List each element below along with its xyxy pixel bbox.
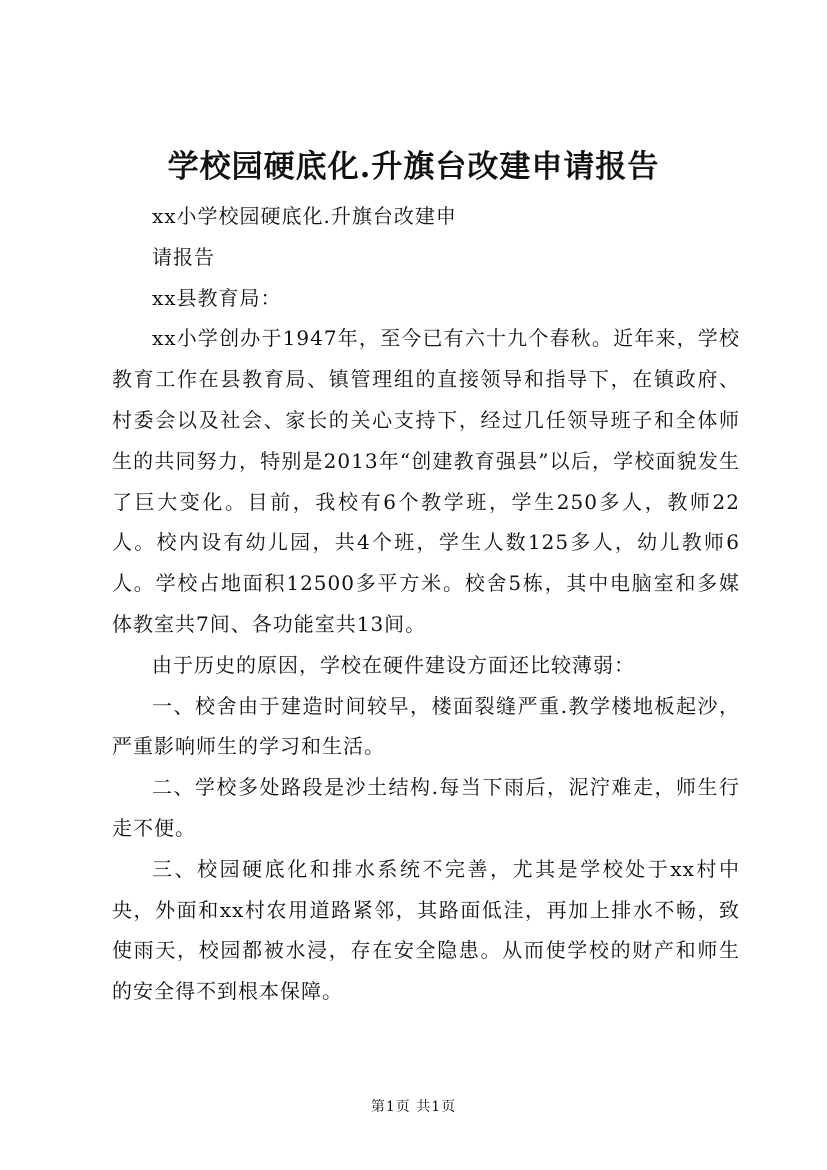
paragraph-point-one: 一、校舍由于建造时间较早，楼面裂缝严重.教学楼地板起沙，严重影响师生的学习和生活。 (112, 693, 740, 759)
paragraph-point-two: 二、学校多处路段是沙土结构.每当下雨后，泥泞难走，师生行走不便。 (112, 775, 740, 840)
paragraph-weakness-intro: 由于历史的原因，学校在硬件建设方面还比较薄弱： (152, 652, 635, 677)
document-title: 学校园硬底化.升旗台改建申请报告 (167, 149, 660, 185)
page-number-footer: 第1页 共1页 (370, 1099, 457, 1115)
paragraph-subject-line-2: 请报告 (152, 244, 215, 269)
document-body (112, 196, 740, 1012)
paragraph-school-intro: xx小学创办于1947年，至今已有六十九个春秋。近年来，学校教育工作在县教育局、镇管理组的直接领导和指导下，在镇政府、村委会以及社会、家长的关心支持下，经过几任领导班子和全体师生的共同努力，特别是2013年“创建教育强县”以后，学校面貌发生了巨大变化。目前，我校有6个教学班，学生250多人，教师22人。校内设有幼儿园，共4个班，学生人数125多人，幼儿教师6人。学校占地面积12500多平方米。校舍5栋，其中电脑室和多媒体教室共7间、各功能室共13间。 (112, 326, 740, 636)
paragraph-addressee: xx县教育局： (152, 285, 282, 310)
paragraph-point-three: 三、校园硬底化和排水系统不完善，尤其是学校处于xx村中央，外面和xx村农用道路紧邻，其路面低洼，再加上排水不畅，致使雨天，校园都被水浸，存在安全隐患。从而使学校的财产和师生的安全得不到根本保障。 (112, 856, 740, 1004)
paragraph-subject-line-1: xx小学校园硬底化.升旗台改建申 (152, 204, 457, 228)
